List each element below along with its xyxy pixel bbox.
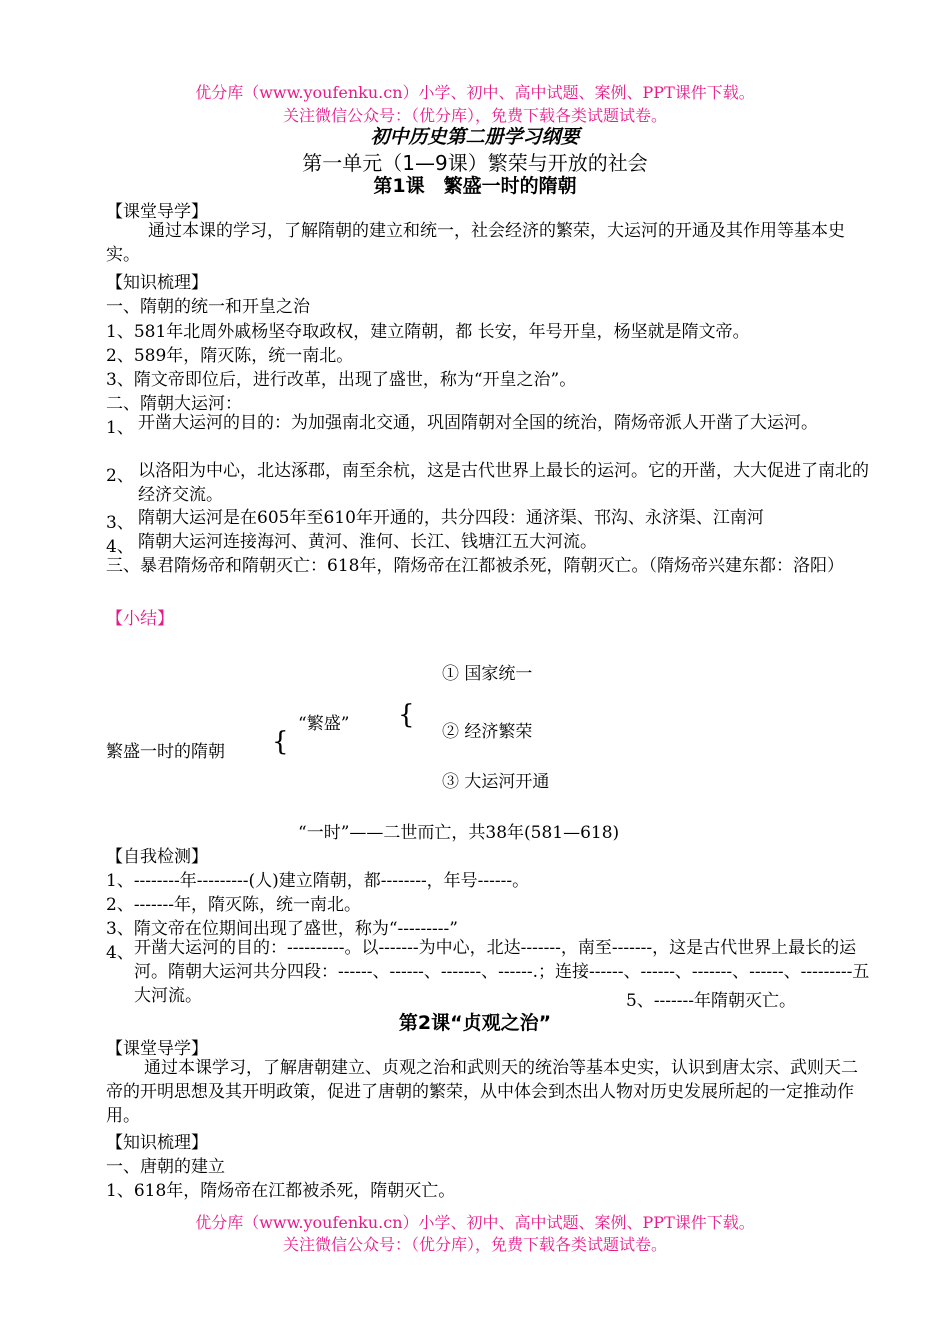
section-1-item: 3、隋文帝即位后，进行改革，出现了盛世，称为“开皇之治”。 — [106, 370, 577, 390]
brace-icon: { — [272, 727, 289, 757]
summary-branch-label: “一时”——二世而亡，共38年(581—618) — [298, 823, 620, 843]
summary-root: 繁盛一时的隋朝 — [106, 742, 225, 762]
lesson-1-knowledge-label: 【知识梳理】 — [106, 273, 208, 293]
section-2-heading: 二、隋朝大运河： — [106, 394, 242, 414]
unit-title: 第一单元（1—9课）繁荣与开放的社会 — [302, 151, 648, 175]
section-1-item: 2、589年，隋灭陈，统一南北。 — [106, 346, 354, 366]
self-test-label: 【自我检测】 — [106, 847, 208, 867]
self-test-question: 5、-------年隋朝灭亡。 — [626, 991, 797, 1011]
section-2-item-text: 开凿大运河的目的：为加强南北交通，巩固隋朝对全国的统治，隋炀帝派人开凿了大运河。 — [138, 413, 818, 433]
section-2-item-number: 4、 — [106, 537, 134, 557]
self-test-question: 2、-------年，隋灭陈，统一南北。 — [106, 895, 362, 915]
lesson-2-title: 第2课“贞观之治” — [398, 1012, 552, 1034]
section-2-item-text: 隋朝大运河连接海河、黄河、淮何、长江、钱塘江五大河流。 — [138, 532, 597, 552]
header-line-1: 优分库（www.youfenku.cn）小学、初中、高中试题、案例、PPT课件下载。 — [195, 83, 755, 102]
section-1-heading: 一、隋朝的统一和开皇之治 — [106, 297, 310, 317]
self-test-question: 1、--------年---------(人)建立隋朝，都--------，年号------。 — [106, 871, 530, 891]
lesson-2-section-1-item: 1、618年，隋炀帝在江都被杀死，隋朝灭亡。 — [106, 1181, 456, 1201]
section-2-item-text: 隋朝大运河是在605年至610年开通的，共分四段：通济渠、邗沟、永济渠、江南河 — [138, 508, 764, 528]
footer-line-2: 关注微信公众号：（优分库），免费下载各类试题试卷。 — [282, 1235, 667, 1254]
header-line-2: 关注微信公众号：（优分库），免费下载各类试题试卷。 — [282, 106, 667, 125]
summary-item: ③ 大运河开通 — [442, 772, 550, 792]
lesson-1-guide-text: 通过本课的学习，了解隋朝的建立和统一，社会经济的繁荣，大运河的开通及其作用等基本史实。 — [106, 221, 845, 265]
lesson-2-guide-text: 通过本课学习，了解唐朝建立、贞观之治和武则天的统治等基本史实，认识到唐太宗、武则天二帝的开明思想及其开明政策，促进了唐朝的繁荣，从中体会到杰出人物对历史发展所起的一定推动作用。 — [106, 1058, 858, 1126]
summary-item: ② 经济繁荣 — [442, 722, 533, 742]
brace-icon: { — [398, 700, 415, 730]
summary-item: ① 国家统一 — [442, 664, 533, 684]
lesson-2-knowledge-label: 【知识梳理】 — [106, 1133, 208, 1153]
section-2-item-text: 以洛阳为中心，北达涿郡，南至余杭，这是古代世界上最长的运河。它的开凿，大大促进了南北的经济交流。 — [138, 461, 869, 505]
lesson-2-section-1-heading: 一、唐朝的建立 — [106, 1157, 225, 1177]
self-test-question-number: 4、 — [106, 943, 134, 963]
section-2-item-number: 2、 — [106, 466, 134, 486]
self-test-question: 开凿大运河的目的：----------。以-------为中心，北达-------，南至-------，这是古代世界上最长的运河。隋朝大运河共分四段：------、------、-------、------.；连接------、------、-------、------、---------五大河流。 — [134, 938, 870, 1006]
document-title: 初中历史第二册学习纲要 — [370, 126, 580, 148]
section-2-item-number: 3、 — [106, 513, 134, 533]
lesson-1-guide-label: 【课堂导学】 — [106, 202, 208, 222]
lesson-2-guide-label: 【课堂导学】 — [106, 1039, 208, 1059]
summary-label: 【小结】 — [106, 609, 174, 629]
summary-branch-label: “繁盛” — [298, 714, 350, 734]
self-test-question: 3、隋文帝在位期间出现了盛世，称为“---------” — [106, 919, 458, 939]
section-1-item: 1、581年北周外戚杨坚夺取政权，建立隋朝，都 长安，年号开皇，杨坚就是隋文帝。 — [106, 322, 750, 342]
section-2-item-number: 1、 — [106, 418, 134, 438]
footer-line-1: 优分库（www.youfenku.cn）小学、初中、高中试题、案例、PPT课件下载。 — [195, 1213, 755, 1232]
lesson-1-title: 第1课 繁盛一时的隋朝 — [373, 175, 577, 197]
section-3-text: 三、暴君隋炀帝和隋朝灭亡：618年，隋炀帝在江都被杀死，隋朝灭亡。（隋炀帝兴建东都：洛阳） — [106, 556, 844, 576]
